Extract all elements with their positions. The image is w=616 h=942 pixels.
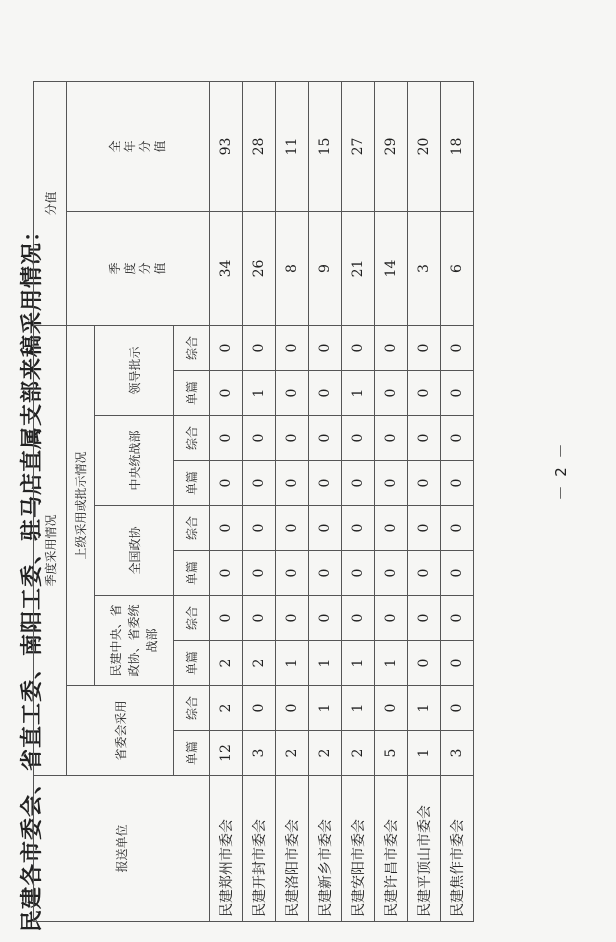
value-cell: 0 (243, 461, 276, 506)
unit-name-cell: 民建平顶山市委会 (408, 776, 441, 922)
value-cell: 0 (276, 416, 309, 461)
value-cell: 0 (210, 371, 243, 416)
value-cell: 0 (441, 641, 474, 686)
value-cell: 0 (408, 641, 441, 686)
header-comprehensive: 综合 (174, 506, 210, 551)
value-cell: 0 (342, 551, 375, 596)
value-cell: 29 (375, 82, 408, 212)
table-row (210, 82, 243, 922)
table-row (375, 82, 408, 922)
header-provincial: 省委会采用 (67, 686, 174, 776)
value-cell: 0 (276, 596, 309, 641)
value-cell: 28 (243, 82, 276, 212)
table-row (408, 82, 441, 922)
header-central-ufwd: 中央统战部 (95, 416, 174, 506)
value-cell: 0 (309, 596, 342, 641)
table-row (309, 82, 342, 922)
value-cell: 0 (276, 551, 309, 596)
value-cell: 0 (342, 416, 375, 461)
value-cell: 21 (342, 212, 375, 326)
value-cell: 0 (408, 551, 441, 596)
value-cell: 0 (441, 371, 474, 416)
value-cell: 0 (441, 416, 474, 461)
value-cell: 2 (342, 731, 375, 776)
value-cell: 18 (441, 82, 474, 212)
value-cell: 0 (210, 416, 243, 461)
value-cell: 0 (243, 686, 276, 731)
value-cell: 0 (243, 506, 276, 551)
value-cell: 3 (243, 731, 276, 776)
page-number: － 2 － (552, 441, 570, 501)
value-cell: 0 (441, 551, 474, 596)
value-cell: 0 (408, 461, 441, 506)
value-cell: 0 (375, 416, 408, 461)
table-row (342, 82, 375, 922)
value-cell: 1 (309, 641, 342, 686)
value-cell: 20 (408, 82, 441, 212)
value-cell: 15 (309, 82, 342, 212)
value-cell: 9 (309, 212, 342, 326)
header-comprehensive: 综合 (174, 596, 210, 641)
value-cell: 1 (375, 641, 408, 686)
value-cell: 0 (375, 596, 408, 641)
unit-name-cell: 民建安阳市委会 (342, 776, 375, 922)
value-cell: 0 (342, 506, 375, 551)
value-cell: 0 (243, 596, 276, 641)
value-cell: 1 (408, 731, 441, 776)
table-row (276, 82, 309, 922)
value-cell: 0 (408, 416, 441, 461)
header-single: 单篇 (174, 731, 210, 776)
header-single: 单篇 (174, 461, 210, 506)
value-cell: 2 (210, 686, 243, 731)
value-cell: 0 (243, 416, 276, 461)
value-cell: 0 (342, 326, 375, 371)
table-row (243, 82, 276, 922)
value-cell: 0 (375, 371, 408, 416)
value-cell: 2 (210, 641, 243, 686)
header-comprehensive: 综合 (174, 686, 210, 731)
value-cell: 0 (309, 551, 342, 596)
value-cell: 3 (408, 212, 441, 326)
adoption-table (33, 81, 474, 922)
value-cell: 1 (243, 371, 276, 416)
unit-name-cell: 民建新乡市委会 (309, 776, 342, 922)
value-cell: 0 (441, 326, 474, 371)
unit-name-cell: 民建开封市委会 (243, 776, 276, 922)
value-cell: 14 (375, 212, 408, 326)
value-cell: 0 (276, 326, 309, 371)
value-cell: 0 (309, 326, 342, 371)
unit-name-cell: 民建郑州市委会 (210, 776, 243, 922)
value-cell: 2 (276, 731, 309, 776)
value-cell: 0 (210, 461, 243, 506)
header-national-cppcc: 全国政协 (95, 506, 174, 596)
value-cell: 0 (210, 596, 243, 641)
header-central-cppcc: 民建中央、省政协、省委统战部 (95, 596, 174, 686)
value-cell: 0 (375, 506, 408, 551)
value-cell: 0 (210, 506, 243, 551)
value-cell: 0 (243, 551, 276, 596)
value-cell: 0 (375, 686, 408, 731)
value-cell: 26 (243, 212, 276, 326)
value-cell: 0 (375, 326, 408, 371)
header-single: 单篇 (174, 371, 210, 416)
value-cell: 0 (309, 371, 342, 416)
value-cell: 0 (309, 461, 342, 506)
header-comprehensive: 综合 (174, 326, 210, 371)
value-cell: 0 (441, 596, 474, 641)
value-cell: 6 (441, 212, 474, 326)
value-cell: 0 (210, 551, 243, 596)
value-cell: 34 (210, 212, 243, 326)
value-cell: 1 (342, 686, 375, 731)
value-cell: 0 (441, 461, 474, 506)
header-season-usage: 季度采用情况 (34, 326, 67, 776)
header-unit: 报送单位 (34, 776, 210, 922)
unit-name-cell: 民建许昌市委会 (375, 776, 408, 922)
value-cell: 1 (408, 686, 441, 731)
header-season-score: 季度分值 (67, 212, 210, 326)
value-cell: 2 (243, 641, 276, 686)
value-cell: 0 (342, 461, 375, 506)
value-cell: 5 (375, 731, 408, 776)
header-leader-instr: 领导批示 (95, 326, 174, 416)
value-cell: 0 (375, 551, 408, 596)
value-cell: 1 (309, 686, 342, 731)
value-cell: 0 (276, 506, 309, 551)
unit-name-cell: 民建焦作市委会 (441, 776, 474, 922)
value-cell: 1 (342, 641, 375, 686)
value-cell: 0 (375, 461, 408, 506)
value-cell: 0 (276, 686, 309, 731)
value-cell: 1 (276, 641, 309, 686)
value-cell: 0 (441, 686, 474, 731)
value-cell: 0 (276, 371, 309, 416)
value-cell: 0 (309, 506, 342, 551)
value-cell: 1 (342, 371, 375, 416)
header-score: 分值 (34, 82, 67, 326)
table-row (441, 82, 474, 922)
value-cell: 0 (276, 461, 309, 506)
header-single: 单篇 (174, 641, 210, 686)
value-cell: 0 (408, 371, 441, 416)
value-cell: 0 (408, 596, 441, 641)
value-cell: 93 (210, 82, 243, 212)
value-cell: 0 (408, 506, 441, 551)
unit-name-cell: 民建洛阳市委会 (276, 776, 309, 922)
value-cell: 2 (309, 731, 342, 776)
value-cell: 0 (441, 506, 474, 551)
value-cell: 3 (441, 731, 474, 776)
value-cell: 0 (309, 416, 342, 461)
header-superior: 上级采用或批示情况 (67, 326, 95, 686)
value-cell: 0 (408, 326, 441, 371)
value-cell: 11 (276, 82, 309, 212)
header-annual-score: 全年分值 (67, 82, 210, 212)
value-cell: 27 (342, 82, 375, 212)
value-cell: 0 (243, 326, 276, 371)
value-cell: 0 (210, 326, 243, 371)
header-single: 单篇 (174, 551, 210, 596)
header-comprehensive: 综合 (174, 416, 210, 461)
value-cell: 8 (276, 212, 309, 326)
document-title: 民建各市委会、省直工委、南阳工委、驻马店直属支部来稿采用情况： (20, 218, 45, 932)
value-cell: 0 (342, 596, 375, 641)
value-cell: 12 (210, 731, 243, 776)
